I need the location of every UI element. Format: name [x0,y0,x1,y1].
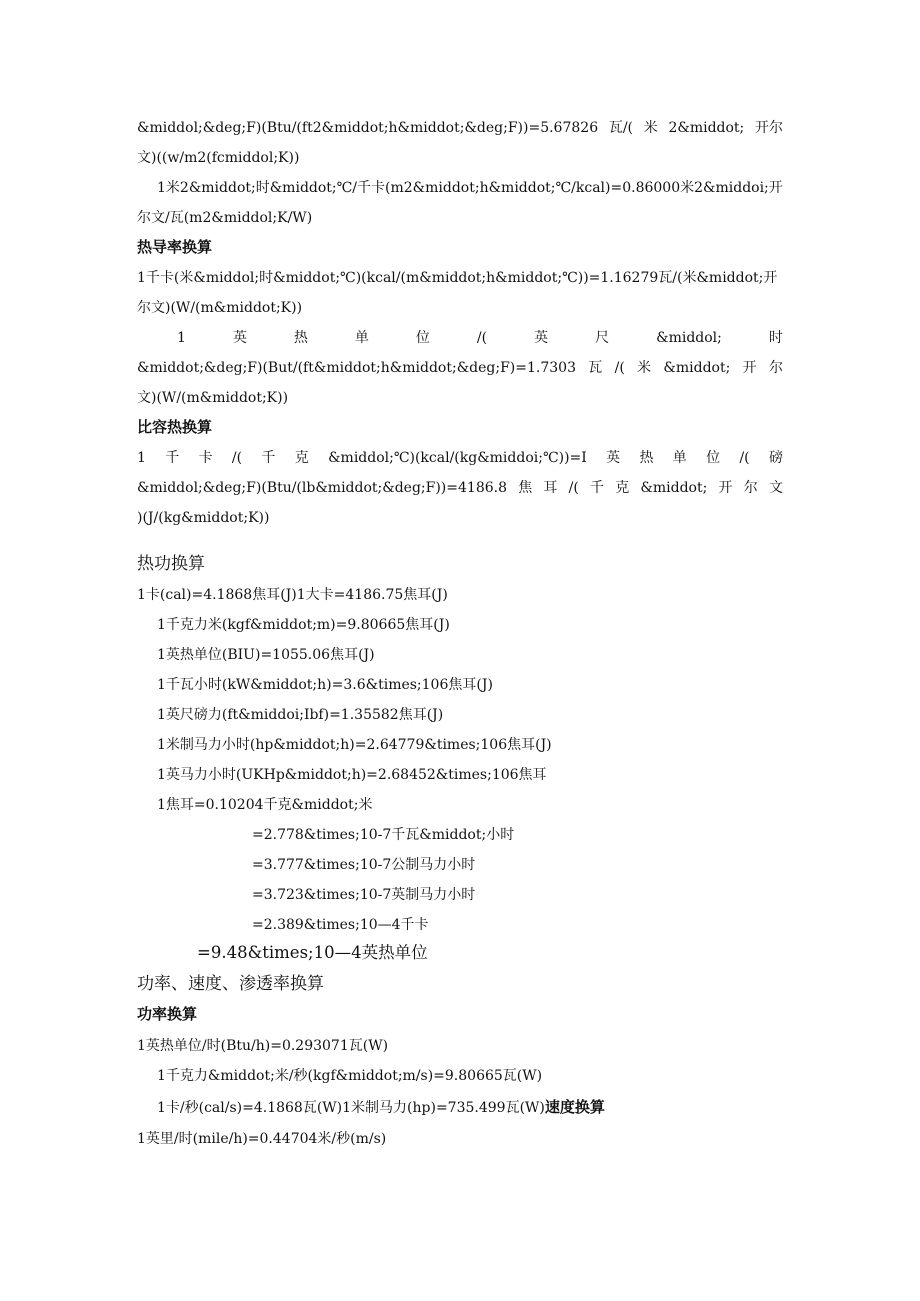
word: 千 [165,450,180,466]
text-line: 文)((w/m2(fcmiddol;K)) [137,150,300,166]
text-line [137,478,783,498]
word: 米 [637,360,652,376]
text-line: 1英热单位/时(Btu/h)=0.293071瓦(W) [137,1038,389,1054]
text-line [137,118,783,138]
text-line: 文)(W/(m&middot;K)) [137,390,289,406]
text-line: =2.778&times;10-7千瓦&middot;小时 [252,827,515,843]
text-line: 尔文/瓦(m2&middol;K/W) [137,210,313,226]
word: &middol;&deg;F)(Btu/(ft2&middot;h&middot;&deg;F))=5.67826 [137,120,599,136]
text-line: )(J/(kg&middot;K)) [137,510,270,526]
text-line: 尔文)(W/(m&middot;K)) [137,300,303,316]
section-heading: 功率、速度、渗透率换算 [137,974,324,994]
word: 单 [354,330,369,346]
word: 位 [415,330,430,346]
word: 2&middot; [668,120,745,136]
text-line [177,328,783,348]
section-heading: 热导率换算 [137,238,213,256]
word: 焦 [518,480,533,496]
word: 千 [590,480,604,496]
section-heading: 速度换算 [544,1098,605,1116]
text-line: 1千克力&middot;米/秒(kgf&middot;m/s)=9.80665瓦(W) [157,1068,543,1084]
word: 时 [768,330,783,346]
word: &middol; [656,330,722,346]
text-line: 1焦耳=0.10204千克&middot;米 [157,797,373,813]
word: 克 [294,450,309,466]
word: 开 [718,480,733,496]
word: 瓦 [588,360,603,376]
word: &middot; [640,480,708,496]
section-heading: 比容热换算 [137,418,213,436]
text-line: =3.777&times;10-7公制马力小时 [252,857,476,873]
word: /( [568,480,579,496]
text-line: 1英马力小时(UKHp&middot;h)=2.68452&times;106焦耳 [157,767,547,783]
text-line: 1千瓦小时(kW&middot;h)=3.6&times;106焦耳(J) [157,677,493,693]
word: 耳 [543,480,558,496]
word: 克 [615,480,630,496]
text-line: 1千卡(米&middol;时&middot;℃)(kcal/(m&middot;h&middot;℃))=1.16279瓦/(米&middot;开 [137,270,778,286]
text-line [137,358,783,378]
word: 开尔 [755,120,783,136]
word: 开 [742,360,757,376]
word: 米 [643,120,658,136]
text-span: 1卡/秒(cal/s)=4.1868瓦(W)1米制马力(hp)=735.499瓦(W) [157,1100,545,1116]
text-line: 1米2&middot;时&middot;℃/千卡(m2&middot;h&middot;℃/kcal)=0.86000米2&middoi;开 [157,180,783,196]
text-line: 1卡(cal)=4.1868焦耳(J)1大卡=4186.75焦耳(J) [137,587,448,603]
section-heading: 功率换算 [137,1005,198,1023]
word: /( [231,450,243,466]
word: 英 [232,330,247,346]
text-line: 1英热单位(BIU)=1055.06焦耳(J) [157,647,375,663]
word: 尔 [743,480,758,496]
word: 热 [639,450,654,466]
word: &middol;℃)(kcal/(kg&middoi;℃))=I [328,450,587,466]
section-heading: 热功换算 [137,554,205,574]
word: /( [739,450,750,466]
word: 尔 [768,360,783,376]
word: 位 [706,450,721,466]
word: 尺 [595,330,610,346]
word: 1 [177,330,186,346]
word: 卡 [198,450,213,466]
text-line: 1英里/时(mile/h)=0.44704米/秒(m/s) [137,1131,387,1147]
word: 单 [672,450,687,466]
text-line: =2.389&times;10—4千卡 [252,917,429,933]
word: &middot;&deg;F)(But/(ft&middot;h&middot;&deg;F)=1.7303 [137,360,576,376]
text-line: =9.48&times;10—4英热单位 [197,943,428,962]
word: 文 [768,480,783,496]
text-line: 1英尺磅力(ft&middoi;Ibf)=1.35582焦耳(J) [157,707,444,723]
word: &middot; [663,360,731,376]
word: /( [614,360,625,376]
word: &middol;&deg;F)(Btu/(lb&middot;&deg;F))=4186.8 [137,480,507,496]
word: 英 [534,330,549,346]
word: 磅 [768,450,783,466]
word: 瓦/( [608,120,634,136]
word: /( [476,330,488,346]
word: 千 [261,450,276,466]
text-line: 1千克力米(kgf&middot;m)=9.80665焦耳(J) [157,617,450,633]
word: 热 [293,330,308,346]
word: 1 [137,450,146,466]
text-line [157,1097,783,1118]
text-line: 1米制马力小时(hp&middot;h)=2.64779&times;106焦耳(J) [157,737,552,753]
text-line: =3.723&times;10-7英制马力小时 [252,887,476,903]
text-line [137,448,783,468]
word: 英 [606,450,621,466]
